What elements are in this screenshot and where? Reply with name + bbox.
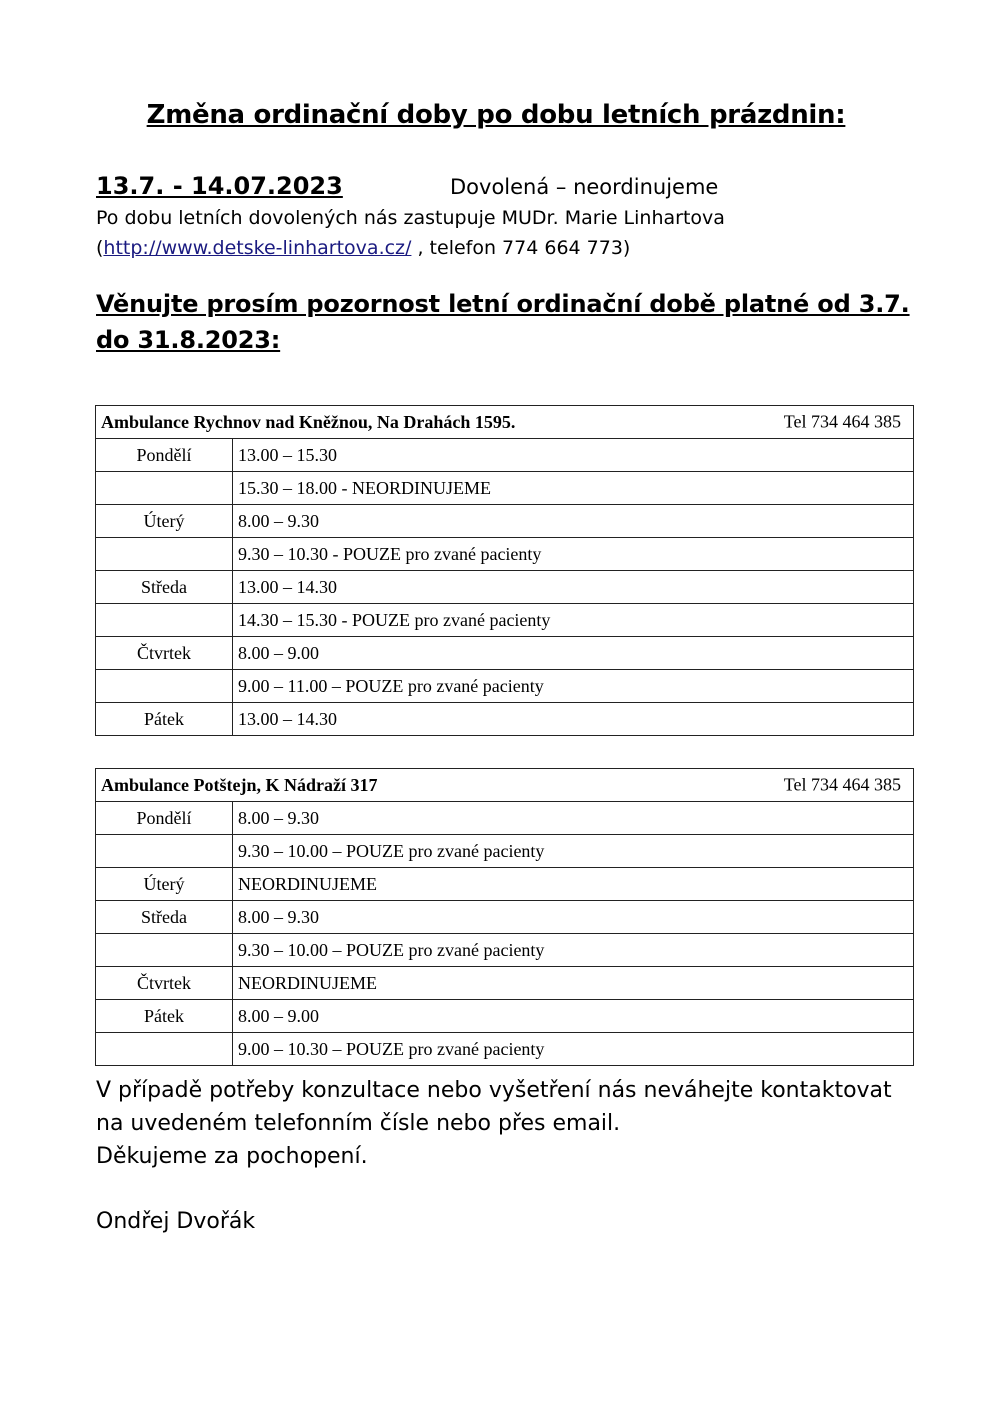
schedule-table-potstejn xyxy=(95,768,914,1066)
hours-cell: 8.00 – 9.00 xyxy=(233,637,914,670)
table-row xyxy=(96,934,914,967)
signature: Ondřej Dvořák xyxy=(96,1209,256,1234)
substitute-website-link[interactable]: http://www.detske-linhartova.cz/ xyxy=(103,237,412,259)
table-header-row xyxy=(96,406,914,439)
page-title: Změna ordinační doby po dobu letních prázdnin: xyxy=(146,100,846,130)
table-header xyxy=(96,406,914,439)
table-row xyxy=(96,571,914,604)
table-row xyxy=(96,604,914,637)
hours-cell: 8.00 – 9.30 xyxy=(233,505,914,538)
hours-cell: 13.00 – 14.30 xyxy=(233,703,914,736)
hours-cell: 13.00 – 15.30 xyxy=(233,439,914,472)
day-cell: Čtvrtek xyxy=(96,637,233,670)
substitute-contact xyxy=(96,237,630,259)
day-cell xyxy=(96,934,233,967)
hours-cell: 8.00 – 9.30 xyxy=(233,901,914,934)
day-cell xyxy=(96,604,233,637)
hours-cell: NEORDINUJEME xyxy=(233,868,914,901)
table-row xyxy=(96,472,914,505)
hours-cell: 9.30 – 10.00 – POUZE pro zvané pacienty xyxy=(233,835,914,868)
hours-cell: 8.00 – 9.30 xyxy=(233,802,914,835)
table-row xyxy=(96,868,914,901)
day-cell xyxy=(96,538,233,571)
table-row xyxy=(96,538,914,571)
closing-line: Děkujeme za pochopení. xyxy=(96,1144,368,1169)
day-cell: Pátek xyxy=(96,1000,233,1033)
schedule-table-rychnov xyxy=(95,405,914,736)
hours-cell: 9.00 – 10.30 – POUZE pro zvané pacienty xyxy=(233,1033,914,1066)
clinic-name: Ambulance Rychnov nad Kněžnou, Na Drahách 1595. xyxy=(101,411,516,432)
summer-hours-notice: Věnujte prosím pozornost letní ordinační době platné od 3.7. do 31.8.2023: xyxy=(96,290,910,354)
vacation-note: Dovolená – neordinujeme xyxy=(450,175,719,199)
hours-cell: 15.30 – 18.00 - NEORDINUJEME xyxy=(233,472,914,505)
day-cell: Úterý xyxy=(96,868,233,901)
closing-line: na uvedeném telefonním čísle nebo přes email. xyxy=(96,1111,621,1136)
table-row xyxy=(96,439,914,472)
clinic-phone: Tel 734 464 385 xyxy=(783,774,901,795)
table-row xyxy=(96,1000,914,1033)
closing-line: V případě potřeby konzultace nebo vyšetření nás neváhejte kontaktovat xyxy=(96,1078,892,1103)
vacation-dates: 13.7. - 14.07.2023 xyxy=(96,172,343,200)
table-row xyxy=(96,802,914,835)
day-cell: Čtvrtek xyxy=(96,967,233,1000)
day-cell: Pátek xyxy=(96,703,233,736)
hours-cell: NEORDINUJEME xyxy=(233,967,914,1000)
table-row xyxy=(96,967,914,1000)
hours-cell: 8.00 – 9.00 xyxy=(233,1000,914,1033)
substitute-text: Po dobu letních dovolených nás zastupuje MUDr. Marie Linhartova xyxy=(96,207,725,229)
table-row xyxy=(96,637,914,670)
table-row xyxy=(96,1033,914,1066)
day-cell: Úterý xyxy=(96,505,233,538)
day-cell: Středa xyxy=(96,571,233,604)
day-cell: Pondělí xyxy=(96,802,233,835)
hours-cell: 13.00 – 14.30 xyxy=(233,571,914,604)
day-cell xyxy=(96,835,233,868)
hours-cell: 9.30 – 10.30 - POUZE pro zvané pacienty xyxy=(233,538,914,571)
link-open-paren: ( xyxy=(96,237,104,259)
vacation-line xyxy=(96,172,916,204)
day-cell: Středa xyxy=(96,901,233,934)
table-row xyxy=(96,835,914,868)
clinic-phone: Tel 734 464 385 xyxy=(783,411,901,432)
table-header xyxy=(96,769,914,802)
hours-cell: 9.30 – 10.00 – POUZE pro zvané pacienty xyxy=(233,934,914,967)
hours-cell: 9.00 – 11.00 – POUZE pro zvané pacienty xyxy=(233,670,914,703)
day-cell xyxy=(96,1033,233,1066)
table-row xyxy=(96,703,914,736)
clinic-name: Ambulance Potštejn, K Nádraží 317 xyxy=(101,774,378,795)
hours-cell: 14.30 – 15.30 - POUZE pro zvané pacienty xyxy=(233,604,914,637)
table-row xyxy=(96,670,914,703)
day-cell: Pondělí xyxy=(96,439,233,472)
table-header-row xyxy=(96,769,914,802)
day-cell xyxy=(96,670,233,703)
table-row xyxy=(96,901,914,934)
table-row xyxy=(96,505,914,538)
closing-message xyxy=(96,1074,892,1173)
day-cell xyxy=(96,472,233,505)
substitute-phone: , telefon 774 664 773) xyxy=(411,237,631,259)
